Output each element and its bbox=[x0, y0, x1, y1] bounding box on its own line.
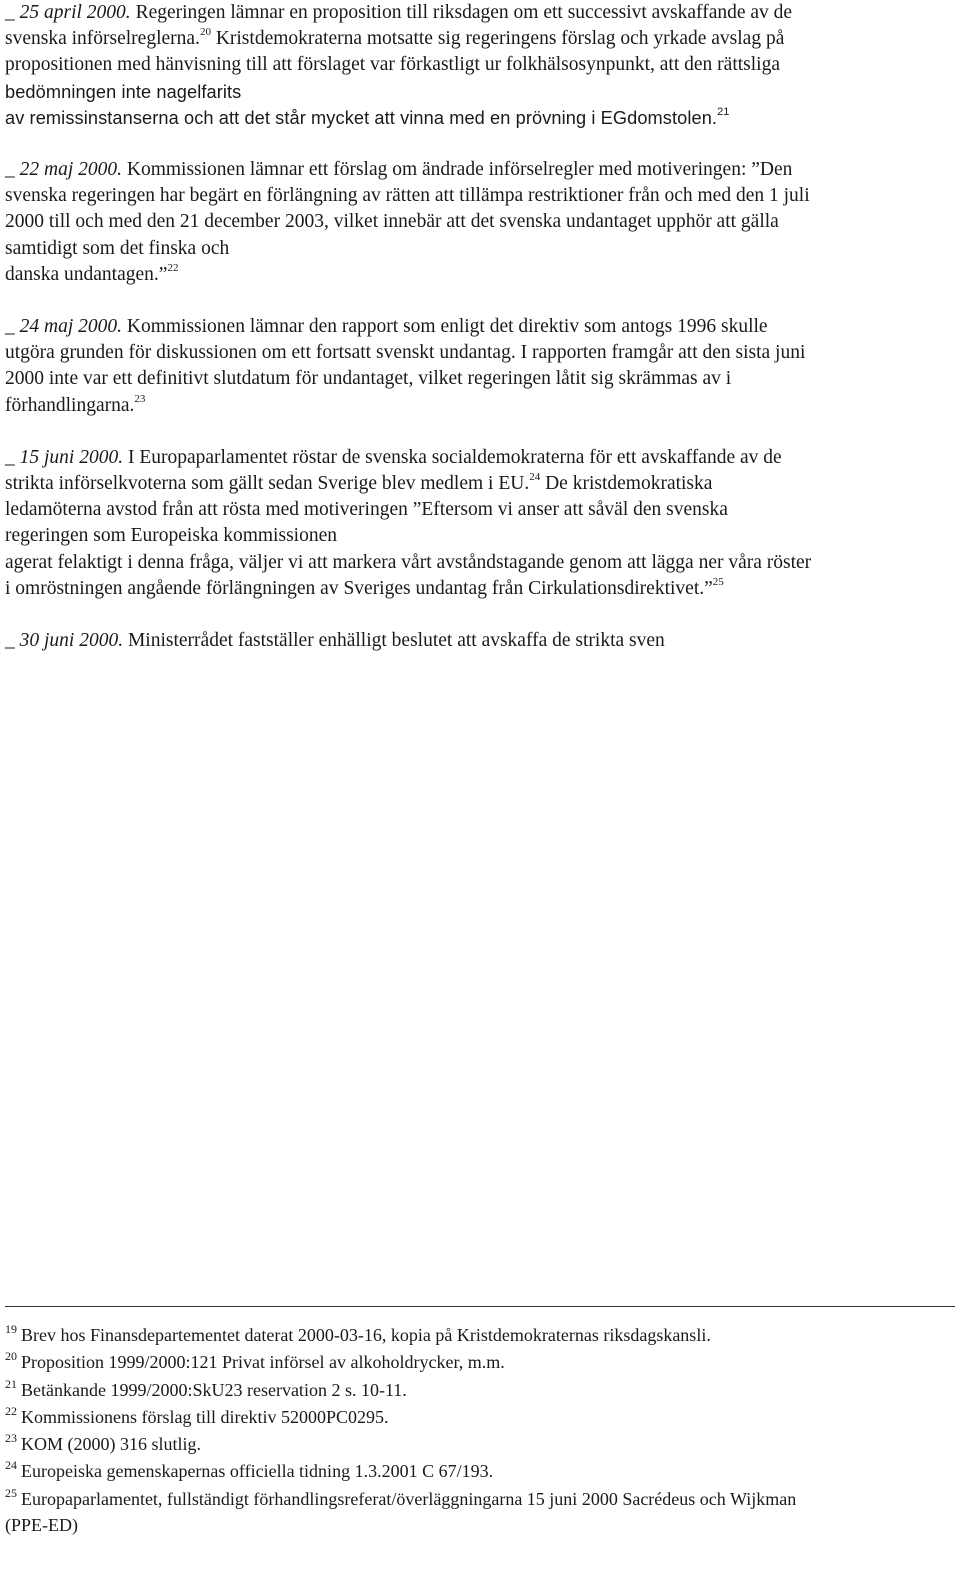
footnote-23 bbox=[5, 1431, 955, 1458]
entry-line bbox=[5, 262, 955, 288]
entry-date: 30 juni 2000. bbox=[19, 630, 124, 652]
footnote-number: 22 bbox=[5, 1403, 17, 1418]
entry-line bbox=[5, 366, 955, 392]
entry-text: svenska införselreglerna. bbox=[5, 28, 200, 50]
entry-15-juni bbox=[5, 445, 955, 602]
entry-line bbox=[5, 445, 955, 471]
entry-date: 22 maj 2000. bbox=[19, 159, 122, 181]
footnote-separator bbox=[5, 1306, 955, 1307]
entry-line bbox=[5, 340, 955, 366]
entry-line bbox=[5, 52, 955, 78]
footnote-number: 19 bbox=[5, 1322, 17, 1336]
footnote-number: 23 bbox=[5, 1431, 17, 1446]
entry-line bbox=[5, 157, 955, 183]
footnote-text: Europeiska gemenskapernas officiella tidning 1.3.2001 C 67/193. bbox=[21, 1461, 494, 1482]
document-body bbox=[5, 0, 955, 654]
paragraph-gap bbox=[5, 131, 955, 157]
entry-text: danska undantagen.” bbox=[5, 263, 168, 285]
footnote-19 bbox=[5, 1322, 955, 1349]
footnote-number: 20 bbox=[5, 1349, 17, 1364]
bullet: _ bbox=[5, 446, 20, 468]
entry-date: 24 maj 2000. bbox=[19, 316, 122, 338]
paragraph-gap bbox=[5, 602, 955, 628]
entry-text: 2000 till och med den 21 december 2003, vilket innebär att det svenska undantaget upphör att gälla bbox=[5, 211, 779, 233]
entry-line bbox=[5, 26, 955, 52]
entry-line bbox=[5, 471, 955, 497]
entry-text: strikta införselkvoterna som gällt sedan Sverige blev medlem i EU. bbox=[5, 473, 530, 495]
bullet: _ bbox=[5, 316, 20, 338]
footnote-21 bbox=[5, 1377, 955, 1404]
footnotes bbox=[5, 1322, 955, 1539]
bullet: _ bbox=[5, 2, 20, 23]
entry-line bbox=[5, 183, 955, 209]
entry-text: förhandlingarna. bbox=[5, 394, 135, 416]
entry-line bbox=[5, 550, 955, 576]
entry-line bbox=[5, 314, 955, 340]
entry-line bbox=[5, 79, 955, 105]
entry-text: 2000 inte var ett definitivt slutdatum för undantaget, vilket regeringen låtit sig skrämmas av i bbox=[5, 368, 732, 390]
entry-text: ledamöterna avstod från att rösta med motiveringen ”Eftersom vi anser att såväl den svenska bbox=[5, 499, 728, 521]
entry-text: utgöra grunden för diskussionen om ett fortsatt svenskt undantag. I rapporten framgår att den sista juni bbox=[5, 342, 806, 364]
entry-line bbox=[5, 236, 955, 262]
entry-line bbox=[5, 497, 955, 523]
entry-date: 25 april 2000. bbox=[19, 2, 131, 23]
footnote-24 bbox=[5, 1458, 955, 1485]
footnote-ref[interactable]: 23 bbox=[134, 392, 146, 405]
bullet: _ bbox=[5, 159, 20, 181]
entry-line bbox=[5, 0, 955, 26]
entry-text: propositionen med hänvisning till att förslaget var förkastligt ur folkhälsosynpunkt, att den rättsliga bbox=[5, 54, 780, 76]
footnote-text-continued: (PPE-ED) bbox=[5, 1515, 78, 1536]
footnote-text: Kommissionens förslag till direktiv 52000PC0295. bbox=[21, 1406, 389, 1427]
entry-text: Regeringen lämnar en proposition till riksdagen om ett successivt avskaffande av de bbox=[130, 2, 793, 23]
entry-line bbox=[5, 105, 955, 131]
bullet: _ bbox=[5, 630, 20, 652]
footnote-text: KOM (2000) 316 slutlig. bbox=[21, 1434, 201, 1455]
paragraph-gap bbox=[5, 288, 955, 314]
footnote-20 bbox=[5, 1349, 955, 1376]
footnote-number: 21 bbox=[5, 1376, 17, 1391]
footnote-text: Betänkande 1999/2000:SkU23 reservation 2 s. 10-11. bbox=[21, 1379, 407, 1400]
entry-text: svenska regeringen har begärt en förlängning av rätten att tillämpa restriktioner från och med den 1 juli bbox=[5, 185, 810, 207]
entry-line bbox=[5, 209, 955, 235]
entry-text: regeringen som Europeiska kommissionen bbox=[5, 525, 337, 547]
entry-line bbox=[5, 523, 955, 549]
entry-text: Kristdemokraterna motsatte sig regeringens förslag och yrkade avslag på bbox=[210, 28, 785, 50]
entry-25-april bbox=[5, 0, 955, 131]
entry-text: I Europaparlamentet röstar de svenska socialdemokraterna för ett avskaffande av de bbox=[123, 446, 782, 468]
footnote-ref[interactable]: 25 bbox=[712, 575, 724, 588]
footnote-22 bbox=[5, 1404, 955, 1431]
entry-line bbox=[5, 576, 955, 602]
footnote-text: Brev hos Finansdepartementet daterat 2000-03-16, kopia på Kristdemokraternas riksdagskansli. bbox=[21, 1325, 711, 1345]
entry-text: i omröstningen angående förlängningen av Sveriges undantag från Cirkulationsdirektivet.” bbox=[5, 577, 713, 599]
entry-30-juni bbox=[5, 628, 955, 654]
entry-text: av remissinstanserna och att det står mycket att vinna med en prövning i EGdomstolen. bbox=[5, 107, 718, 128]
entry-text: bedömningen inte nagelfarits bbox=[5, 81, 242, 102]
entry-text: Kommissionen lämnar den rapport som enligt det direktiv som antogs 1996 skulle bbox=[122, 316, 768, 338]
entry-text: Ministerrådet fastställer enhälligt beslutet att avskaffa de strikta sven bbox=[123, 630, 665, 652]
footnote-text: Europaparlamentet, fullständigt förhandlingsreferat/överläggningarna 15 juni 2000 Sacrédeus och Wijkman bbox=[21, 1488, 797, 1509]
footnote-ref[interactable]: 20 bbox=[199, 26, 211, 39]
entry-text: Kommissionen lämnar ett förslag om ändrade införselregler med motiveringen: ”Den bbox=[122, 159, 793, 181]
entry-line bbox=[5, 393, 955, 419]
entry-line bbox=[5, 628, 955, 654]
paragraph-gap bbox=[5, 419, 955, 445]
entry-22-maj bbox=[5, 157, 955, 288]
entry-date: 15 juni 2000. bbox=[19, 446, 124, 468]
footnote-ref[interactable]: 24 bbox=[529, 471, 541, 484]
footnote-25 bbox=[5, 1486, 955, 1539]
entry-text: De kristdemokratiska bbox=[540, 473, 713, 495]
entry-text: samtidigt som det finska och bbox=[5, 237, 230, 259]
footnote-ref[interactable]: 22 bbox=[167, 261, 179, 274]
footnote-text: Proposition 1999/2000:121 Privat införsel av alkoholdrycker, m.m. bbox=[21, 1352, 505, 1373]
footnote-ref[interactable]: 21 bbox=[717, 105, 730, 118]
entry-text: agerat felaktigt i denna fråga, väljer vi att markera vårt avståndstagande genom att lägga ner våra röster bbox=[5, 551, 812, 573]
entry-24-maj bbox=[5, 314, 955, 419]
footnote-number: 24 bbox=[5, 1458, 17, 1473]
footnote-number: 25 bbox=[5, 1485, 17, 1500]
